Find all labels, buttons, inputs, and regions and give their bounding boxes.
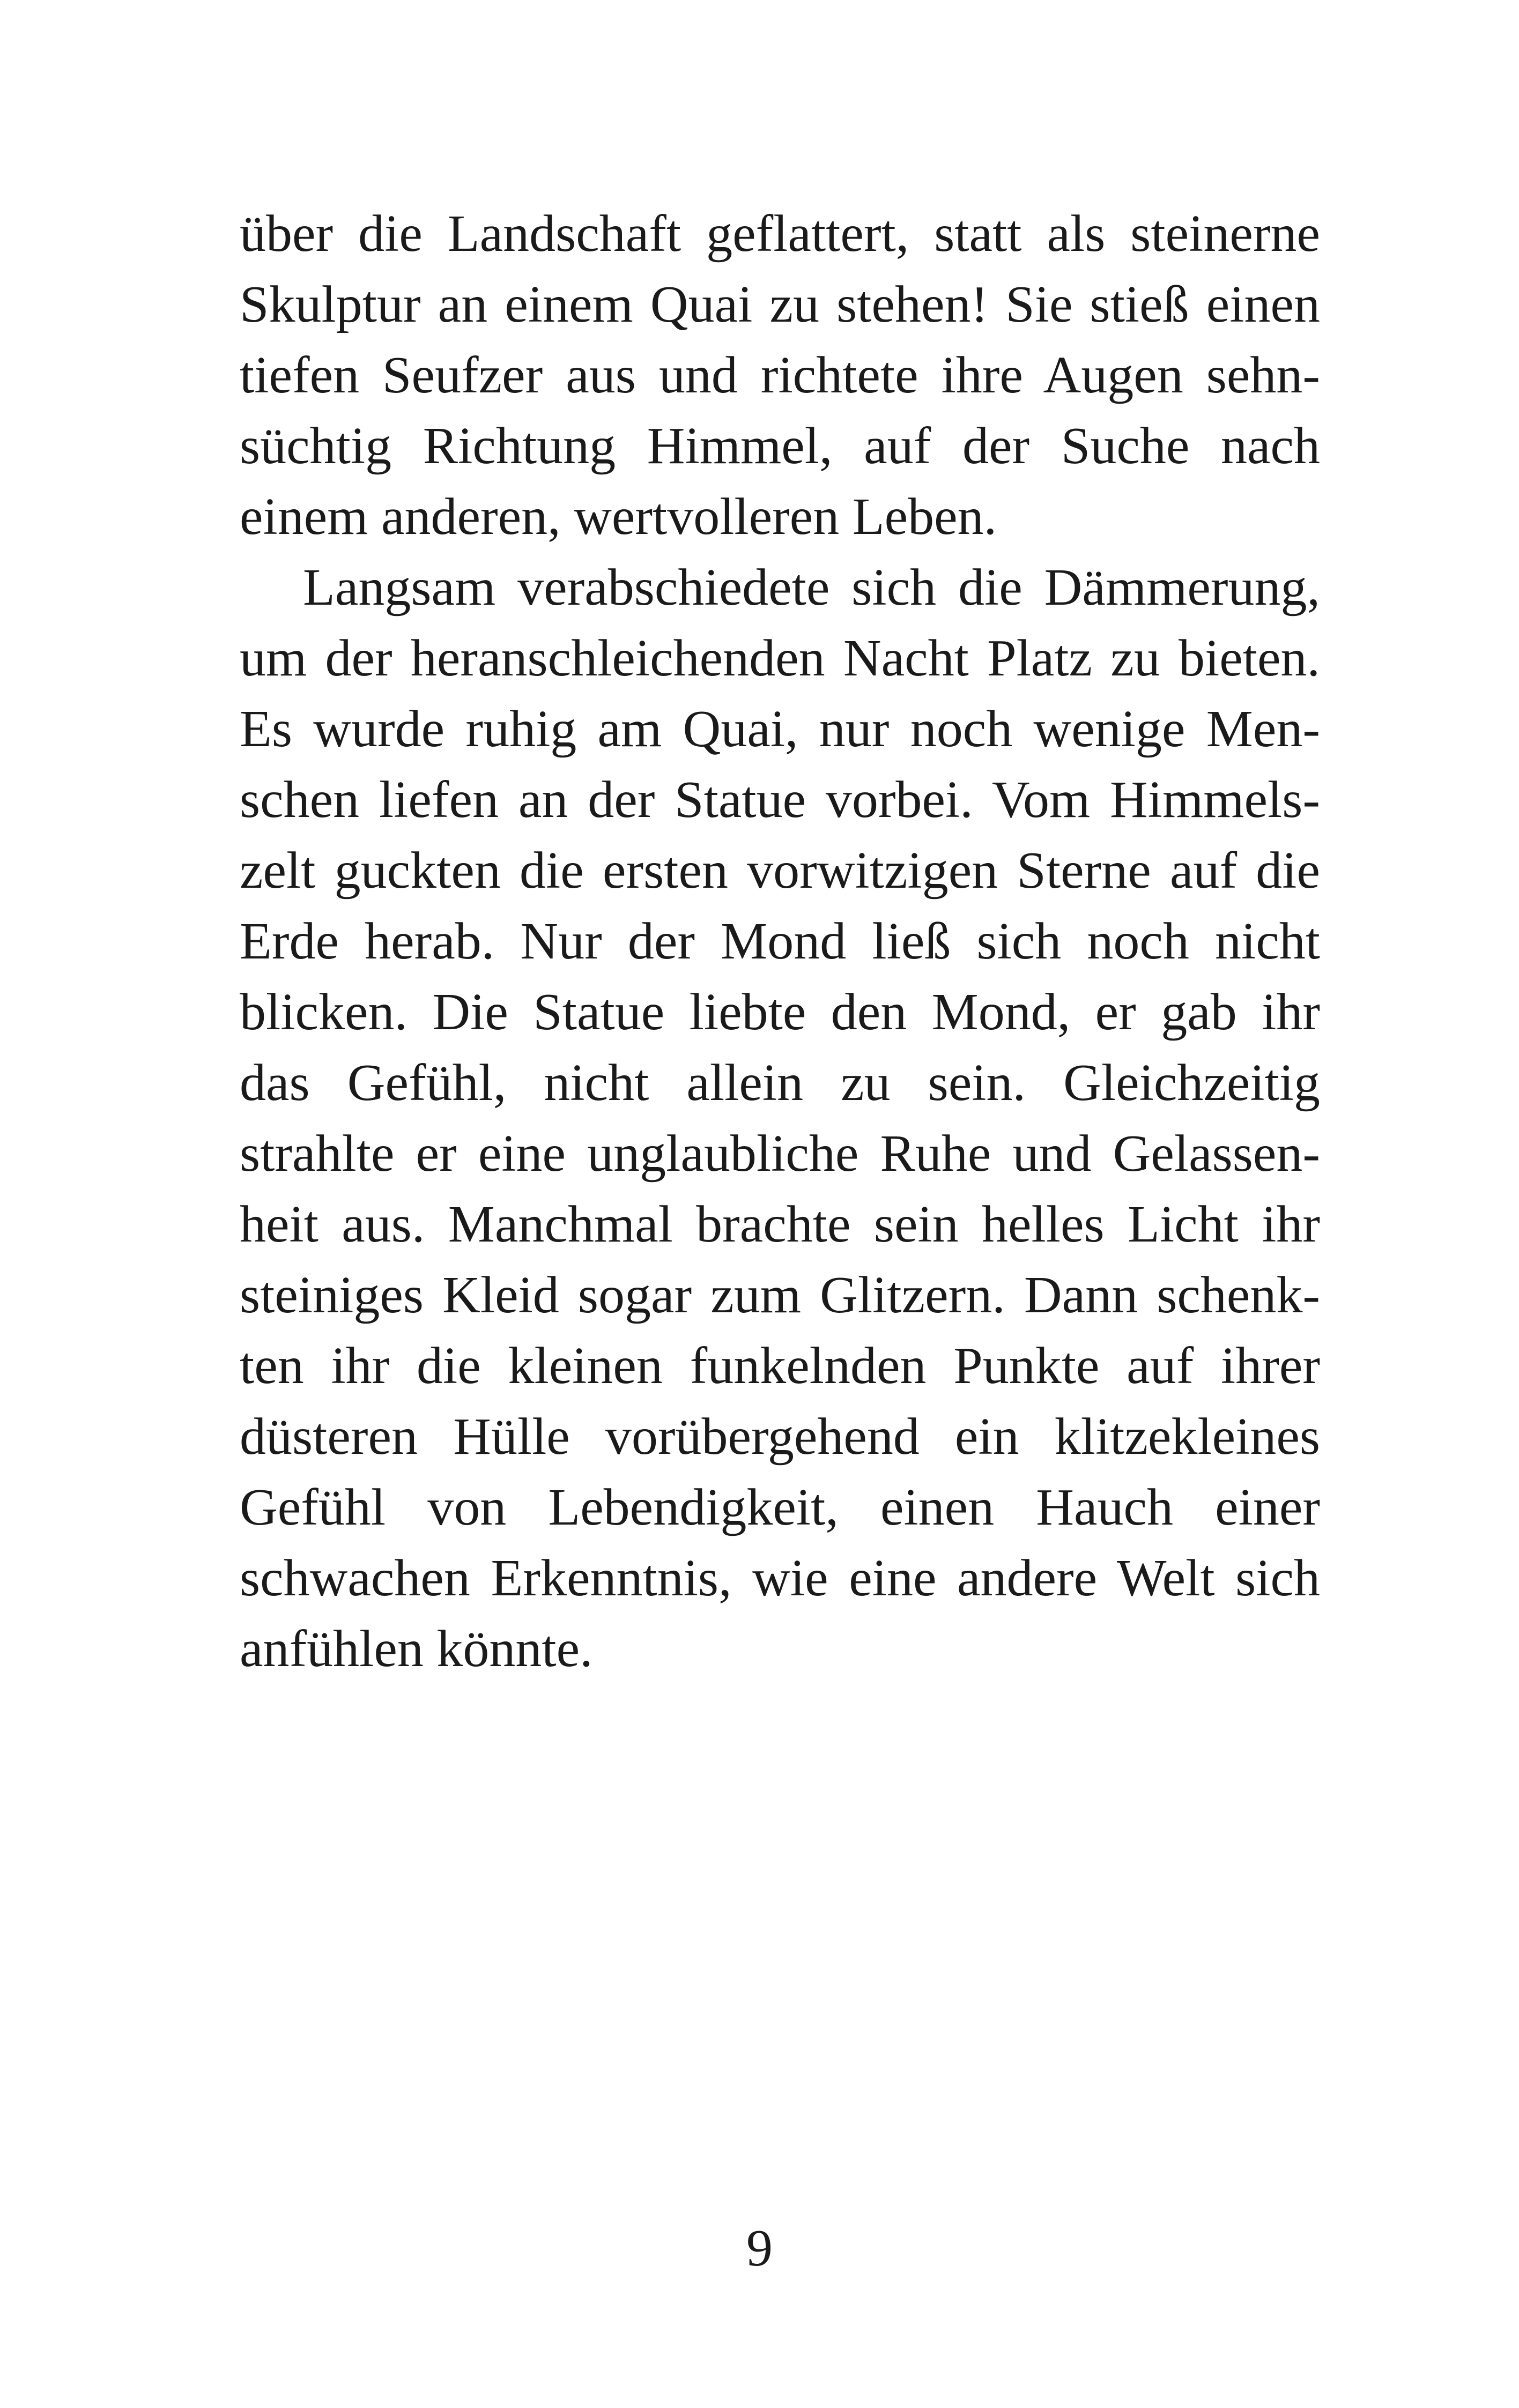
text-line: blicken. Die Statue liebte den Mond, er gab ihr xyxy=(240,983,1320,1041)
text-line: tiefen Seufzer aus und richtete ihre Augen sehn- xyxy=(240,346,1320,404)
text-line: steiniges Kleid sogar zum Glitzern. Dann schenk- xyxy=(240,1266,1320,1324)
body-text xyxy=(240,198,1320,1684)
text-line: Gefühl von Lebendigkeit, einen Hauch einer xyxy=(240,1478,1320,1536)
text-line: einem anderen, wertvolleren Leben. xyxy=(240,488,997,546)
text-line: strahlte er eine unglaubliche Ruhe und Gelassen- xyxy=(240,1125,1320,1183)
text-line: süchtig Richtung Himmel, auf der Suche nach xyxy=(240,417,1320,475)
text-line: zelt guckten die ersten vorwitzigen Sterne auf die xyxy=(240,842,1320,900)
text-line: Langsam verabschiedete sich die Dämmerung, xyxy=(303,559,1320,616)
text-line: düsteren Hülle vorübergehend ein klitzekleines xyxy=(240,1408,1320,1466)
text-line: schwachen Erkenntnis, wie eine andere Welt sich xyxy=(240,1549,1320,1607)
text-line: um der heranschleichenden Nacht Platz zu bieten. xyxy=(240,629,1320,687)
text-line: über die Landschaft geflattert, statt als steinerne xyxy=(240,205,1320,263)
text-line: anfühlen könnte. xyxy=(240,1620,593,1678)
text-line: das Gefühl, nicht allein zu sein. Gleichzeitig xyxy=(240,1054,1320,1112)
text-line: heit aus. Manchmal brachte sein helles Licht ihr xyxy=(240,1195,1320,1253)
text-line: schen liefen an der Statue vorbei. Vom Himmels- xyxy=(240,771,1320,829)
text-line: Skulptur an einem Quai zu stehen! Sie stieß einen xyxy=(240,276,1320,333)
text-line: ten ihr die kleinen funkelnden Punkte auf ihrer xyxy=(240,1337,1320,1395)
page-number: 9 xyxy=(746,2219,773,2277)
text-line: Es wurde ruhig am Quai, nur noch wenige Men- xyxy=(240,700,1320,758)
text-line: Erde herab. Nur der Mond ließ sich noch nicht xyxy=(240,912,1320,970)
